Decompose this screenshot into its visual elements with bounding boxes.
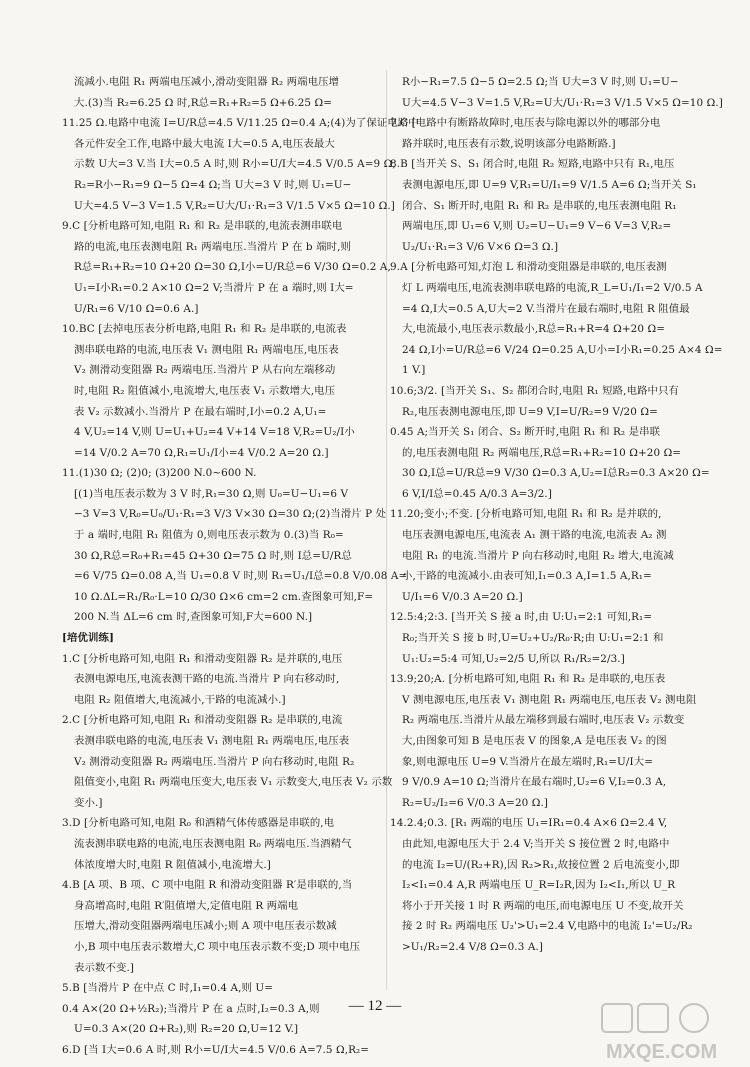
right-column bbox=[390, 72, 723, 958]
text-line: 大,由图象可知 B 是电压表 V 的图象,A 是电压表 V₂ 的图 bbox=[402, 735, 667, 747]
text-line: 0.45 A;当开关 S₁ 闭合、S₂ 断开时,电阻 R₁ 和 R₂ 是串联 bbox=[390, 426, 661, 439]
text-line: 11.20;变小;不变. [分析电路可知,电阻 R₁ 和 R₂ 是并联的, bbox=[390, 508, 662, 521]
text-line: 6.D [当 I大=0.6 A 时,则 R小=U/I大=4.5 V/0.6 A=7.5 Ω,R₂= bbox=[62, 1043, 370, 1056]
text-line: 象,则电源电压 U=9 V.当滑片在最左端时,R₁=U/I大= bbox=[402, 755, 653, 768]
text-line: R₂=R小−R₁=9 Ω−5 Ω=4 Ω;当 U大=3 V 时,则 U₁=U− bbox=[74, 178, 352, 191]
text-line: U大=4.5 V−3 V=1.5 V,R₂=U大/U₁·R₁=3 V/1.5 V×5 Ω=10 Ω.] bbox=[74, 199, 395, 212]
text-line: V 测电源电压,电压表 V₁ 测电阻 R₁ 两端电压,电压表 V₂ 测电阻 bbox=[402, 693, 697, 706]
text-line: 10.BC [去掉电压表分析电路,电阻 R₁ 和 R₂ 是串联的,电流表 bbox=[62, 323, 347, 336]
text-line: 大.(3)当 R₂=6.25 Ω 时,R总=R₁+R₂=5 Ω+6.25 Ω= bbox=[74, 96, 333, 109]
page-number: — 12 — bbox=[348, 998, 402, 1014]
text-line: 11.25 Ω.电路中电流 I=U/R总=4.5 V/11.25 Ω=0.4 A;(4)为了保证电路中 bbox=[62, 117, 419, 130]
text-line: >U₁/R₂=2.4 V/8 Ω=0.3 A.] bbox=[402, 940, 543, 953]
text-line: 路的电流,电压表测电阻 R₁ 两端电压.当滑片 P 在 b 端时,则 bbox=[74, 240, 351, 253]
text-line: R小−R₁=7.5 Ω−5 Ω=2.5 Ω;当 U大=3 V 时,则 U₁=U− bbox=[402, 76, 679, 88]
text-line: 11.(1)30 Ω; (2)0; (3)200 N.0~600 N. bbox=[62, 467, 257, 480]
text-line: R₂,电压表测电源电压,即 U=9 V,I=U/R₂=9 V/20 Ω= bbox=[402, 405, 658, 418]
text-line: 表示数不变.] bbox=[74, 961, 135, 974]
text-line: 阻值变小,电阻 R₁ 两端电压变大,电压表 V₁ 示数变大,电压表 V₂ 示数 bbox=[74, 776, 393, 789]
text-line: 24 Ω,I小=U/R总=6 V/24 Ω=0.25 A,U小=I小R₁=0.25 A×4 Ω= bbox=[402, 343, 723, 356]
text-line: 表测串联电路的电流,电压表 V₁ 测电阻 R₁ 两端电压,电压表 bbox=[74, 735, 350, 747]
text-line: I₂<I₁=0.4 A,R 两端电压 U_R=I₂R,因为 I₂<I₁,所以 U_R bbox=[402, 879, 676, 892]
text-line: 14.2.4;0.3. [R₁ 两端的电压 U₁=IR₁=0.4 A×6 Ω=2.4 V, bbox=[390, 817, 668, 830]
text-line: 接 2 时 R₂ 两端电压 U₂'>U₁=2.4 V,电路中的电流 I₂'=U₂/R₂ bbox=[402, 920, 693, 933]
text-line: 表测电源电压,即 U=9 V,R₁=U/I₁=9 V/1.5 A=6 Ω;当开关 S₁ bbox=[402, 178, 697, 191]
text-line: U₁=I小R₁=0.2 A×10 Ω=2 V;当滑片 P 在 a 端时,则 I大= bbox=[74, 281, 354, 294]
text-line: 9.C [分析电路可知,电阻 R₁ 和 R₂ 是串联的,电流表测串联电 bbox=[62, 220, 343, 233]
text-line: 3.D [分析电路可知,电阻 R₀ 和酒精气体传感器是串联的,电 bbox=[62, 817, 335, 830]
text-line: 变小.] bbox=[74, 796, 103, 809]
text-line: 7.C [电路中有断路故障时,电压表与除电源以外的哪部分电 bbox=[390, 117, 661, 130]
text-line: U=0.3 A×(20 Ω+R₂),则 R₂=20 Ω,U=12 V.] bbox=[74, 1023, 299, 1036]
text-line: V₂ 测滑动变阻器 R₂ 两端电压.当滑片 P 向右移动时,电阻 R₂ bbox=[74, 755, 355, 768]
text-line: 测串联电路的电流,电压表 V₁ 测电阻 R₁ 两端电压,电压表 bbox=[74, 343, 339, 356]
text-line: =14 V/0.2 A=70 Ω,R₁=U₁/I小=4 V/0.2 A=20 Ω.] bbox=[74, 446, 329, 459]
text-line: 将小于开关接 1 时 R 两端的电压,而电源电压 U 不变,故开关 bbox=[402, 899, 684, 912]
text-line: 12.5:4;2:3. [当开关 S 接 a 时,由 U:U₁=2:1 可知,R₁= bbox=[390, 611, 653, 624]
text-line: 身高增高时,电阻 R′阻值增大,定值电阻 R 两端电 bbox=[74, 899, 299, 912]
text-line: =6 V/75 Ω=0.08 A,当 U₁=0.8 V 时,则 R₁=U₁/I总=0.8 V/0.08 A= bbox=[74, 570, 408, 583]
text-line: R总=R₁+R₂=10 Ω+20 Ω=30 Ω,I小=U/R总=6 V/30 Ω=0.2 A, bbox=[74, 261, 391, 274]
watermark-logo bbox=[598, 1000, 748, 1066]
text-line: 于 a 端时,电阻 R₁ 阻值为 0,则电压表示数为 0.(3)当 R₀= bbox=[74, 529, 344, 542]
text-line: −3 V=3 V,R₀=U₀/U₁·R₁=3 V/3 V×30 Ω=30 Ω;(2)当滑片 P 处 bbox=[74, 508, 387, 521]
text-line: 电压表测电源电压,电流表 A₁ 测干路的电流,电流表 A₂ 测 bbox=[402, 529, 667, 542]
text-line: 的电流 I₂=U/(R₂+R),因 R₂>R₁,故接位置 2 后电流变小,即 bbox=[402, 858, 680, 871]
text-line: U₂/U₁·R₁=3 V/6 V×6 Ω=3 Ω.] bbox=[402, 240, 559, 253]
text-line: 10.6;3/2. [当开关 S₁、S₂ 都闭合时,电阻 R₁ 短路,电路中只有 bbox=[390, 384, 680, 397]
text-line: 9 V/0.9 A=10 Ω;当滑片在最右端时,U₂=6 V,I₂=0.3 A, bbox=[402, 776, 667, 789]
text-line: 时,电阻 R₂ 阻值减小,电流增大,电压表 V₁ 示数增大,电压 bbox=[74, 384, 336, 397]
text-line: R₂ 两端电压.当滑片从最左端移到最右端时,电压表 V₂ 示数变 bbox=[402, 714, 685, 727]
text-line: 电阻 R₁ 的电流.当滑片 P 向右移动时,电阻 R₂ 增大,电流减 bbox=[402, 549, 674, 562]
text-line: 两端电压,即 U₁=6 V,则 U₂=U−U₁=9 V−6 V=3 V,R₂= bbox=[402, 220, 672, 233]
text-line: 30 Ω,I总=U/R总=9 V/30 Ω=0.3 A,U₂=I总R₂=0.3 A×20 Ω= bbox=[402, 467, 710, 480]
text-line: 流减小.电阻 R₁ 两端电压减小,滑动变阻器 R₂ 两端电压增 bbox=[74, 76, 340, 88]
text-line: 流表测串联电路的电流,电压表测电阻 R₀ 两端电压.当酒精气 bbox=[74, 837, 352, 850]
text-line: 压增大,滑动变阻器两端电压减小;则 A 项中电压表示数减 bbox=[74, 920, 337, 933]
text-line: 1 V.] bbox=[402, 364, 426, 377]
text-line: 4.B [A 项、B 项、C 项中电阻 R 和滑动变阻器 R′是串联的,当 bbox=[62, 879, 353, 892]
text-line: 10 Ω.ΔL=R₁/R₀·L=10 Ω/30 Ω×6 cm=2 cm.查图象可知,F= bbox=[74, 590, 374, 603]
text-line: 的,电压表测电阻 R₂ 两端电压,R总=R₁+R₂=10 Ω+20 Ω= bbox=[402, 446, 682, 459]
text-line: 9.A [分析电路可知,灯泡 L 和滑动变阻器是串联的,电压表测 bbox=[390, 261, 667, 274]
text-line: 闭合、S₁ 断开时,电阻 R₁ 和 R₂ 是串联的,电压表测电阻 R₁ bbox=[402, 199, 677, 212]
text-line: 小,干路的电流减小.由表可知,I₁=0.3 A,I=1.5 A,R₁= bbox=[402, 570, 652, 583]
text-line: 灯 L 两端电压,电流表测串联电路的电流,R_L=U₁/I₁=2 V/0.5 A bbox=[402, 281, 703, 294]
text-line: U/R₁=6 V/10 Ω=0.6 A.] bbox=[74, 302, 199, 315]
text-line: R₂=U₂/I₂=6 V/0.3 A=20 Ω.] bbox=[402, 796, 549, 809]
text-line: 6 V,I/I总=0.45 A/0.3 A=3/2.] bbox=[402, 487, 552, 500]
text-line: 30 Ω,R总=R₀+R₁=45 Ω+30 Ω=75 Ω 时,则 I总=U/R总 bbox=[74, 549, 352, 562]
text-line: 13.9;20;A. [分析电路可知,电阻 R₁ 和 R₂ 是串联的,电压表 bbox=[390, 673, 666, 686]
text-line: 200 N.当 ΔL=6 cm 时,查图象可知,F大=600 N.] bbox=[74, 611, 313, 624]
text-line: U₁:U₂=5:4 可知,U₂=2/5 U,所以 R₁/R₂=2/3.] bbox=[402, 652, 625, 665]
text-line: 电阻 R₂ 阻值增大,电流减小,干路的电流减小.] bbox=[74, 693, 286, 706]
text-line: 表测电源电压,电流表测干路的电流.当滑片 P 向右移动时, bbox=[74, 673, 340, 686]
text-line: U大=4.5 V−3 V=1.5 V,R₂=U大/U₁·R₁=3 V/1.5 V×5 Ω=10 Ω.] bbox=[402, 96, 723, 109]
text-line: 2.C [分析电路可知,电阻 R₁ 和滑动变阻器 R₂ 是串联的,电流 bbox=[62, 714, 343, 727]
svg-text:MXQE.COM: MXQE.COM bbox=[606, 1041, 718, 1063]
text-line: 由此知,电源电压大于 2.4 V;当开关 S 接位置 2 时,电路中 bbox=[402, 837, 670, 850]
text-line: 体浓度增大时,电阻 R 阻值减小,电流增大.] bbox=[74, 858, 271, 871]
text-line: 4 V,U₂=14 V,则 U=U₁+U₂=4 V+14 V=18 V,R₂=U₂/I小 bbox=[74, 426, 355, 439]
text-line: V₂ 测滑动变阻器 R₂ 两端电压.当滑片 P 从右向左端移动 bbox=[74, 364, 336, 377]
text-line: 路并联时,电压表有示数,说明该部分电路断路.] bbox=[402, 137, 616, 150]
text-line: 0.4 A×(20 Ω+½R₂);当滑片 P 在 a 点时,I₂=0.3 A,则 bbox=[62, 1002, 320, 1015]
text-line: 1.C [分析电路可知,电阻 R₁ 和滑动变阻器 R₂ 是并联的,电压 bbox=[62, 652, 343, 665]
text-line: [(1)当电压表示数为 3 V 时,R₁=30 Ω,则 U₀=U−U₁=6 V bbox=[74, 487, 349, 500]
text-line: 表 V₂ 示数减小.当滑片 P 在最右端时,I小=0.2 A,U₁= bbox=[74, 405, 327, 418]
text-line: 小,B 项中电压表示数增大,C 项中电压表示数不变;D 项中电压 bbox=[74, 940, 361, 953]
text-line: 大,电流最小,电压表示数最小,R总=R₁+R=4 Ω+20 Ω= bbox=[402, 323, 666, 336]
text-line: 5.B [当滑片 P 在中点 C 时,I₁=0.4 A,则 U= bbox=[62, 982, 274, 995]
text-line: U/I₁=6 V/0.3 A=20 Ω.] bbox=[402, 590, 523, 603]
text-line: 各元件安全工作,电路中最大电流 I大=0.5 A,电压表最大 bbox=[74, 137, 335, 150]
text-line: [培优训练] bbox=[62, 632, 114, 645]
text-line: 示数 U大=3 V.当 I大=0.5 A 时,则 R小=U/I大=4.5 V/0.5 A=9 Ω, bbox=[74, 158, 396, 171]
text-line: 8.B [当开关 S、S₁ 闭合时,电阻 R₂ 短路,电路中只有 R₁,电压 bbox=[390, 158, 675, 171]
text-line: =4 Ω,I大=0.5 A,U大=2 V.当滑片在最右端时,电阻 R 阻值最 bbox=[402, 302, 690, 315]
text-line: R₀;当开关 S 接 b 时,U=U₂+U₂/R₀·R;由 U:U₁=2:1 和 bbox=[402, 632, 664, 645]
